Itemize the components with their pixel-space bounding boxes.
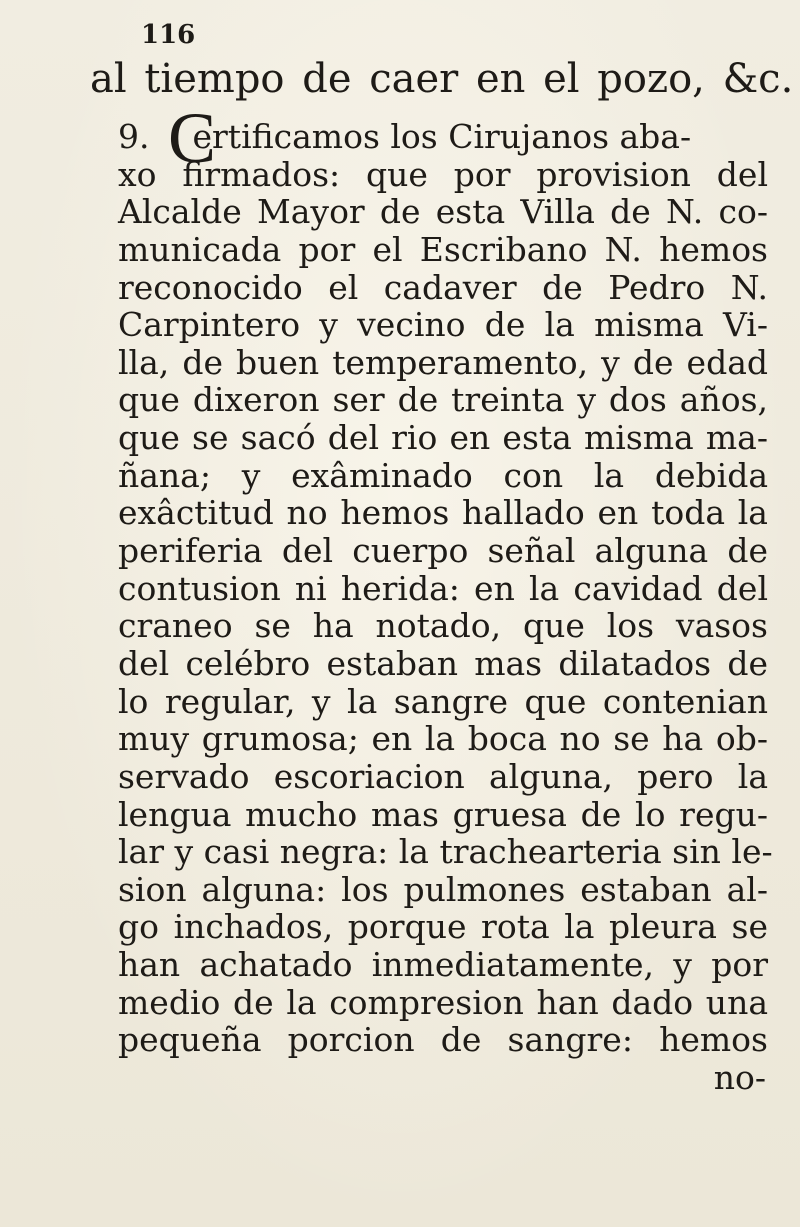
text-line: xo firmados: que por provision del [118,154,768,194]
drop-cap: C [168,98,217,178]
text-line: lengua mucho mas gruesa de lo regu- [118,794,768,834]
text-line: del celébro estaban mas dilatados de [118,643,768,683]
text-line: ñana; y exâminado con la debida [118,455,768,495]
text-line: han achatado inmediatamente, y por [118,945,768,985]
text-line: lla, de buen temperamento, y de edad [118,342,768,382]
catchword: no- [713,1058,766,1098]
running-head: al tiempo de caer en el pozo, &c. [90,56,794,102]
text-line: Alcalde Mayor de esta Villa de N. co- [118,192,768,232]
text-line: go inchados, porque rota la pleura se [118,907,768,947]
text-line: craneo se ha notado, que los vasos [118,606,768,646]
text-line: que dixeron ser de treinta y dos años, [118,380,768,420]
text-line: lar y casi negra: la trachearteria sin le- [118,832,773,872]
text-line: lo regular, y la sangre que contenian [118,681,768,721]
paragraph-number: 9. [118,117,150,156]
text-line: medio de la compresion han dado una [118,982,768,1022]
text-line: muy grumosa; en la boca no se ha ob- [118,719,768,759]
text-line: pequeña porcion de sangre: hemos [118,1020,768,1060]
text-line: municada por el Escribano N. hemos [118,229,768,269]
text-line: periferia del cuerpo señal alguna de [118,531,768,571]
text-line: servado escoriacion alguna, pero la [118,756,768,796]
text-line: exâctitud no hemos hallado en toda la [118,493,768,533]
text-line: contusion ni herida: en la cavidad del [118,568,768,608]
text-line: sion alguna: los pulmones estaban al- [118,869,768,909]
catchword-line [118,1059,768,1097]
body-text [118,98,773,1098]
text-line: reconocido el cadaver de Pedro N. [118,267,768,307]
first-line-text: ertificamos los Cirujanos aba- [192,117,692,156]
text-line: que se sacó del rio en esta misma ma- [118,418,768,458]
text-line: Carpintero y vecino de la misma Vi- [118,305,768,345]
page-number: 116 [141,20,196,50]
